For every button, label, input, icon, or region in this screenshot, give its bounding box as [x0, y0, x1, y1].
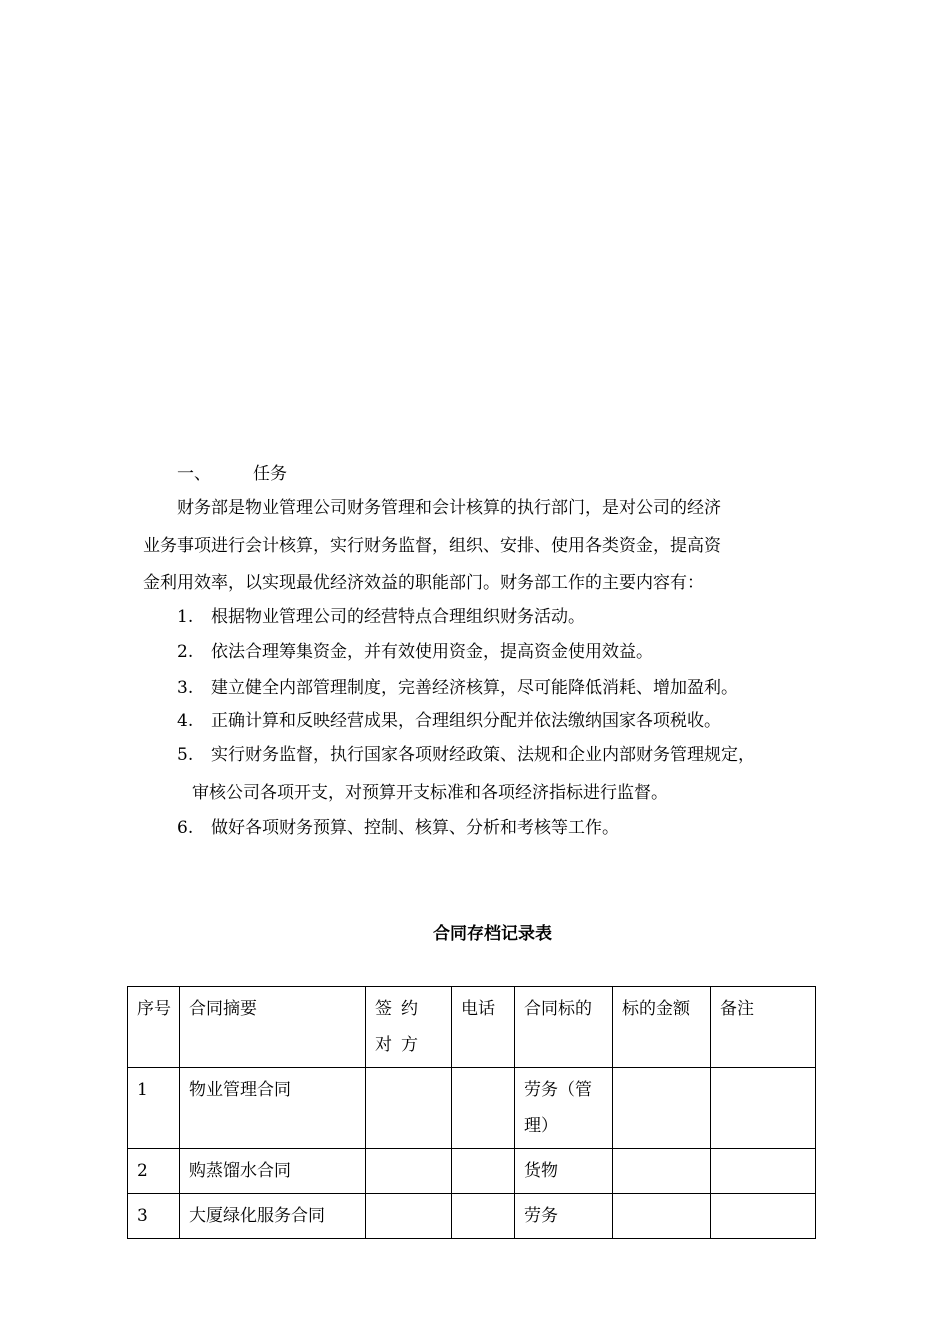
list-item-number: 5. — [177, 745, 194, 765]
list-item — [177, 710, 721, 732]
list-item-number: 3. — [177, 678, 194, 698]
table-cell: 3 — [128, 1194, 180, 1239]
table-row — [128, 1149, 816, 1194]
table-row — [128, 1194, 816, 1239]
table-header-row — [128, 987, 816, 1068]
header-cell-counterparty: 签约对方 — [366, 987, 452, 1068]
table-cell — [366, 1149, 452, 1194]
intro-line-1: 财务部是物业管理公司财务管理和会计核算的执行部门，是对公司的经济 — [177, 498, 721, 518]
list-item — [177, 817, 619, 839]
header-cell-index: 序号 — [128, 987, 180, 1068]
list-item-number: 4. — [177, 711, 194, 731]
list-item — [177, 641, 653, 663]
header-cell-subject: 合同标的 — [515, 987, 613, 1068]
list-item-text: 依法合理筹集资金，并有效使用资金，提高资金使用效益。 — [211, 642, 653, 662]
list-item-continuation: 审核公司各项开支，对预算开支标准和各项经济指标进行监督。 — [192, 783, 668, 803]
list-item-number: 2. — [177, 642, 194, 662]
table-cell — [613, 1149, 711, 1194]
table-cell: 购蒸馏水合同 — [180, 1149, 366, 1194]
table-cell — [613, 1068, 711, 1149]
section-heading — [177, 463, 287, 485]
header-cell-amount: 标的金额 — [613, 987, 711, 1068]
table-cell — [711, 1194, 816, 1239]
table-cell — [452, 1149, 515, 1194]
list-item — [177, 677, 738, 699]
table-cell: 2 — [128, 1149, 180, 1194]
list-item-text: 做好各项财务预算、控制、核算、分析和考核等工作。 — [211, 818, 619, 838]
list-item — [177, 744, 755, 766]
list-item-text: 建立健全内部管理制度，完善经济核算，尽可能降低消耗、增加盈利。 — [211, 678, 738, 698]
header-cell-summary: 合同摘要 — [180, 987, 366, 1068]
table-cell — [613, 1194, 711, 1239]
table-cell — [452, 1068, 515, 1149]
table-cell — [366, 1194, 452, 1239]
table-cell: 大厦绿化服务合同 — [180, 1194, 366, 1239]
list-item-text: 正确计算和反映经营成果，合理组织分配并依法缴纳国家各项税收。 — [211, 711, 721, 731]
header-cell-phone: 电话 — [452, 987, 515, 1068]
intro-line-2: 业务事项进行会计核算，实行财务监督，组织、安排、使用各类资金，提高资 — [143, 536, 721, 556]
table-cell — [711, 1068, 816, 1149]
table-cell — [452, 1194, 515, 1239]
table-cell: 货物 — [515, 1149, 613, 1194]
list-item-number: 1. — [177, 607, 194, 627]
table-cell: 物业管理合同 — [180, 1068, 366, 1149]
header-cell-notes: 备注 — [711, 987, 816, 1068]
list-item-text: 根据物业管理公司的经营特点合理组织财务活动。 — [211, 607, 585, 627]
table-row — [128, 1068, 816, 1149]
contract-table — [127, 986, 816, 1239]
table-cell — [711, 1149, 816, 1194]
table-cell: 劳务（管理） — [515, 1068, 613, 1149]
list-item — [177, 606, 585, 628]
table-cell — [366, 1068, 452, 1149]
table-cell: 劳务 — [515, 1194, 613, 1239]
table-title: 合同存档记录表 — [433, 924, 552, 944]
section-heading-text: 任务 — [253, 464, 287, 484]
section-heading-number: 一、 — [177, 464, 211, 484]
list-item-number: 6. — [177, 818, 194, 838]
table-cell: 1 — [128, 1068, 180, 1149]
list-item-text: 实行财务监督，执行国家各项财经政策、法规和企业内部财务管理规定， — [211, 745, 755, 765]
intro-line-3: 金利用效率，以实现最优经济效益的职能部门。财务部工作的主要内容有： — [143, 573, 704, 593]
